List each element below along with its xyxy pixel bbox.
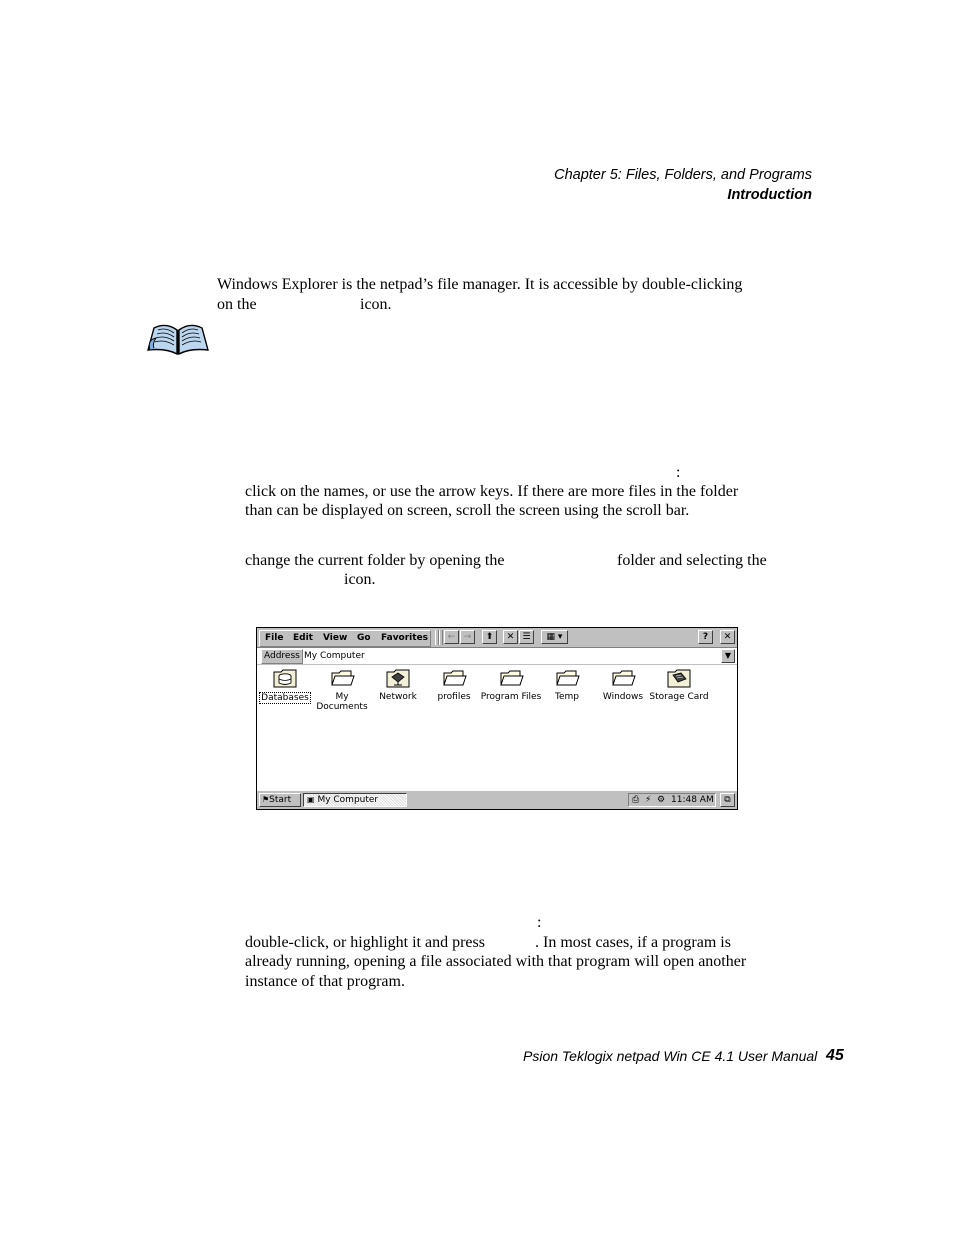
paragraph-line: on the: [217, 296, 257, 313]
paragraph-line: Windows Explorer is the netpad’s file manager. It is accessible by double-clicking: [217, 276, 743, 293]
close-icon[interactable]: ✕: [720, 630, 735, 644]
computer-icon: ▣: [307, 795, 315, 804]
network-folder-icon: [385, 666, 411, 690]
list-item-windows[interactable]: [592, 666, 654, 702]
paragraph-line: than can be displayed on screen, scroll the screen using the scroll bar.: [245, 502, 690, 519]
list-item-databases[interactable]: [254, 666, 316, 704]
delete-icon[interactable]: ✕: [503, 630, 518, 644]
forward-icon[interactable]: →: [460, 630, 475, 644]
folder-icon: [329, 666, 355, 690]
paragraph-line: instance of that program.: [245, 973, 405, 990]
address-label: Address: [261, 649, 303, 664]
list-item-my-documents[interactable]: [311, 666, 373, 712]
paragraph-line: icon.: [360, 296, 392, 313]
task-label: My Computer: [317, 795, 379, 805]
show-desktop-icon[interactable]: ⧉: [720, 793, 735, 807]
icon-label: Program Files: [480, 692, 542, 702]
toolbar-grip: [439, 630, 443, 645]
address-bar: [257, 648, 737, 665]
icon-label: Temp: [555, 692, 579, 702]
menu-bar: [257, 628, 737, 648]
menu-go[interactable]: Go: [357, 633, 371, 643]
folder-icon: [441, 666, 467, 690]
back-icon[interactable]: ←: [444, 630, 459, 644]
list-item-storage-card[interactable]: [648, 666, 710, 702]
paragraph-line: change the current folder by opening the: [245, 552, 505, 569]
up-folder-icon[interactable]: ⬆: [482, 630, 497, 644]
storage-card-icon: [666, 666, 692, 690]
windows-explorer-screenshot: [256, 627, 738, 810]
menu-edit[interactable]: Edit: [293, 633, 313, 643]
help-icon[interactable]: ?: [698, 630, 713, 644]
icon-label: profiles: [437, 692, 471, 702]
paragraph-line: . In most cases, if a program is: [535, 934, 731, 951]
list-item-program-files[interactable]: [480, 666, 542, 702]
folder-icon: [498, 666, 524, 690]
tray-power-icon[interactable]: ⚡: [645, 795, 652, 805]
paragraph-line: folder and selecting the: [617, 552, 767, 569]
system-tray: [628, 793, 716, 807]
paragraph-colon: :: [537, 914, 542, 931]
icon-label: Network: [379, 692, 417, 702]
start-button[interactable]: [259, 793, 301, 807]
section-header: Introduction: [727, 187, 812, 203]
paragraph-colon: :: [676, 464, 681, 481]
properties-icon[interactable]: ☰: [519, 630, 534, 644]
clock[interactable]: 11:48 AM: [671, 795, 714, 805]
footer-manual-title: Psion Teklogix netpad Win CE 4.1 User Manual: [523, 1048, 818, 1064]
taskbar: [257, 790, 737, 809]
icon-label: My Documents: [316, 692, 368, 712]
icon-label: Databases: [261, 693, 309, 703]
windows-flag-icon: ⚑: [262, 795, 270, 804]
note-book-icon: [146, 320, 210, 361]
paragraph-line: click on the names, or use the arrow keys. If there are more files in the folder: [245, 483, 739, 500]
folder-icon: [554, 666, 580, 690]
menu-group: [259, 630, 431, 647]
address-dropdown-icon[interactable]: ▼: [721, 649, 735, 663]
address-input[interactable]: My Computer: [304, 651, 365, 661]
chapter-header: Chapter 5: Files, Folders, and Programs: [554, 167, 812, 183]
list-item-network[interactable]: [367, 666, 429, 702]
start-label: Start: [269, 795, 292, 805]
page-number: 45: [826, 1047, 844, 1064]
tray-settings-icon[interactable]: ⚙: [657, 795, 666, 805]
list-item-profiles[interactable]: [423, 666, 485, 702]
menu-favorites[interactable]: Favorites: [381, 633, 429, 643]
paragraph-line: already running, opening a file associated with that program will open another: [245, 953, 747, 970]
folder-icon: [610, 666, 636, 690]
icon-label: Storage Card: [649, 692, 709, 702]
menu-view[interactable]: View: [323, 633, 348, 643]
tray-network-icon[interactable]: ⎙: [632, 795, 640, 805]
taskbar-item-my-computer[interactable]: [303, 793, 407, 807]
paragraph-line: icon.: [344, 571, 376, 588]
paragraph-line: double-click, or highlight it and press: [245, 934, 485, 951]
icon-label: Windows: [602, 692, 644, 702]
views-icon[interactable]: ▦ ▾: [541, 630, 568, 644]
database-icon: [272, 666, 298, 690]
menu-file[interactable]: File: [265, 633, 284, 643]
list-item-temp[interactable]: [536, 666, 598, 702]
